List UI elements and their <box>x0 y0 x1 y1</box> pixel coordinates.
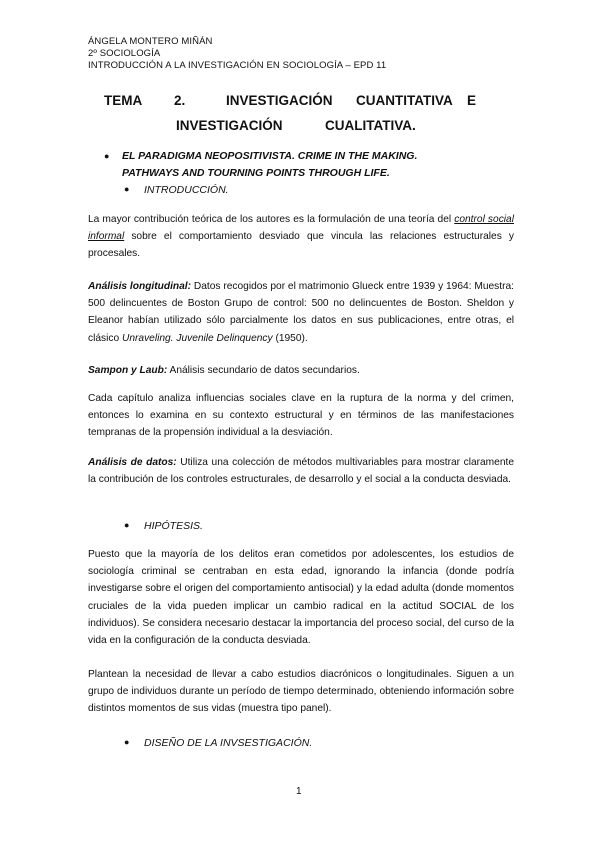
subsection-design-label: DISEÑO DE LA INVSESTIGACIÓN. <box>144 737 313 749</box>
page-number: 1 <box>296 786 302 797</box>
subsection-hypothesis <box>124 520 203 532</box>
paragraph-text: Utiliza una colección de métodos multivariables para mostrar claramente la contribución de los controles estructurales, de desarrollo y el social a la conducta desviada. <box>88 457 514 486</box>
paragraph-text: Análisis secundario de datos secundarios. <box>167 365 360 376</box>
paragraph-text: Datos recogidos por el matrimonio Glueck entre 1939 y 1964: Muestra: 500 delincuentes de Boston Grupo de control: 500 no delincuentes de Boston. Sheldon y Eleanor habían utilizado sólo parcialmente los datos en sus publicaciones, entre otras, el clásico <box>88 281 514 344</box>
title-word: CUALITATIVA. <box>325 118 416 133</box>
title-word: INVESTIGACIÓN <box>226 93 333 108</box>
paragraph-lead: Análisis de datos: <box>88 457 177 468</box>
bullet-icon: ● <box>124 184 130 194</box>
paragraph-sampon-laub <box>88 362 514 379</box>
paragraph-hypothesis: Puesto que la mayoría de los delitos eran cometidos por adolescentes, los estudios de sociología criminal se centraban en esta edad, ignorando la infancia (donde podría investigarse sobre el origen del comportamiento antisocial) y la edad adulta (donde momentos cruciales de la vida pueden implicar un cambio radical en la actitud SOCIAL de los individuos). Se considera necesario destacar la importancia del proceso social, del curso de la vida en la configuración de la conducta desviada. <box>88 549 514 647</box>
section-heading-line: EL PARADIGMA NEOPOSITIVISTA. CRIME IN THE MAKING. <box>122 150 418 162</box>
title-word: CUANTITATIVA <box>356 93 453 108</box>
paragraph-text: sobre el comportamiento desviado que vincula las relaciones estructurales y procesales. <box>88 231 514 260</box>
subsection-intro-label: INTRODUCCIÓN. <box>144 184 229 196</box>
title-word: TEMA <box>104 93 143 108</box>
paragraph-intro <box>88 211 514 263</box>
bullet-icon: ● <box>124 520 130 530</box>
paragraph-data-analysis <box>88 454 514 488</box>
title-word: INVESTIGACIÓN <box>176 118 283 133</box>
title-word: 2. <box>174 93 186 108</box>
paragraph-text: La mayor contribución teórica de los autores es la formulación de una teoría del <box>88 214 455 225</box>
subsection-hypothesis-label: HIPÓTESIS. <box>144 520 203 532</box>
subsection-intro <box>124 184 229 196</box>
bullet-icon: ● <box>124 737 130 747</box>
book-title: Unraveling. Juvenile Delinquency <box>121 332 273 344</box>
paragraph-lead: Análisis longitudinal: <box>88 281 192 292</box>
paragraph-text: (1950). <box>272 332 308 344</box>
paragraph-longitudinal-studies: Plantean la necesidad de llevar a cabo estudios diacrónicos o longitudinales. Siguen a un grupo de individuos durante un período de tiempo determinado, obteniendo información sobre distintos momentos de sus vidas (muestra tipo panel). <box>88 669 514 715</box>
header-subject: INTRODUCCIÓN A LA INVESTIGACIÓN EN SOCIOLOGÍA – EPD 11 <box>88 60 387 71</box>
header-author: ÁNGELA MONTERO MIÑÁN <box>88 36 213 47</box>
control-social-informal-link: control social informal <box>88 214 514 243</box>
paragraph-chapters: Cada capítulo analiza influencias sociales clave en la ruptura de la norma y del crimen, entonces lo examina en su contexto estructural y en términos de las manifestaciones tempranas de la propensión individual a la desviación. <box>88 393 514 439</box>
title-word: E <box>467 93 477 108</box>
subsection-design <box>124 737 313 749</box>
paragraph-longitudinal <box>88 278 514 347</box>
section-heading-line: PATHWAYS AND TOURNING POINTS THROUGH LIFE. <box>122 167 390 179</box>
bullet-icon: ● <box>104 151 110 161</box>
header-course: 2º SOCIOLOGÍA <box>88 48 161 59</box>
paragraph-lead: Sampon y Laub: <box>88 365 168 376</box>
